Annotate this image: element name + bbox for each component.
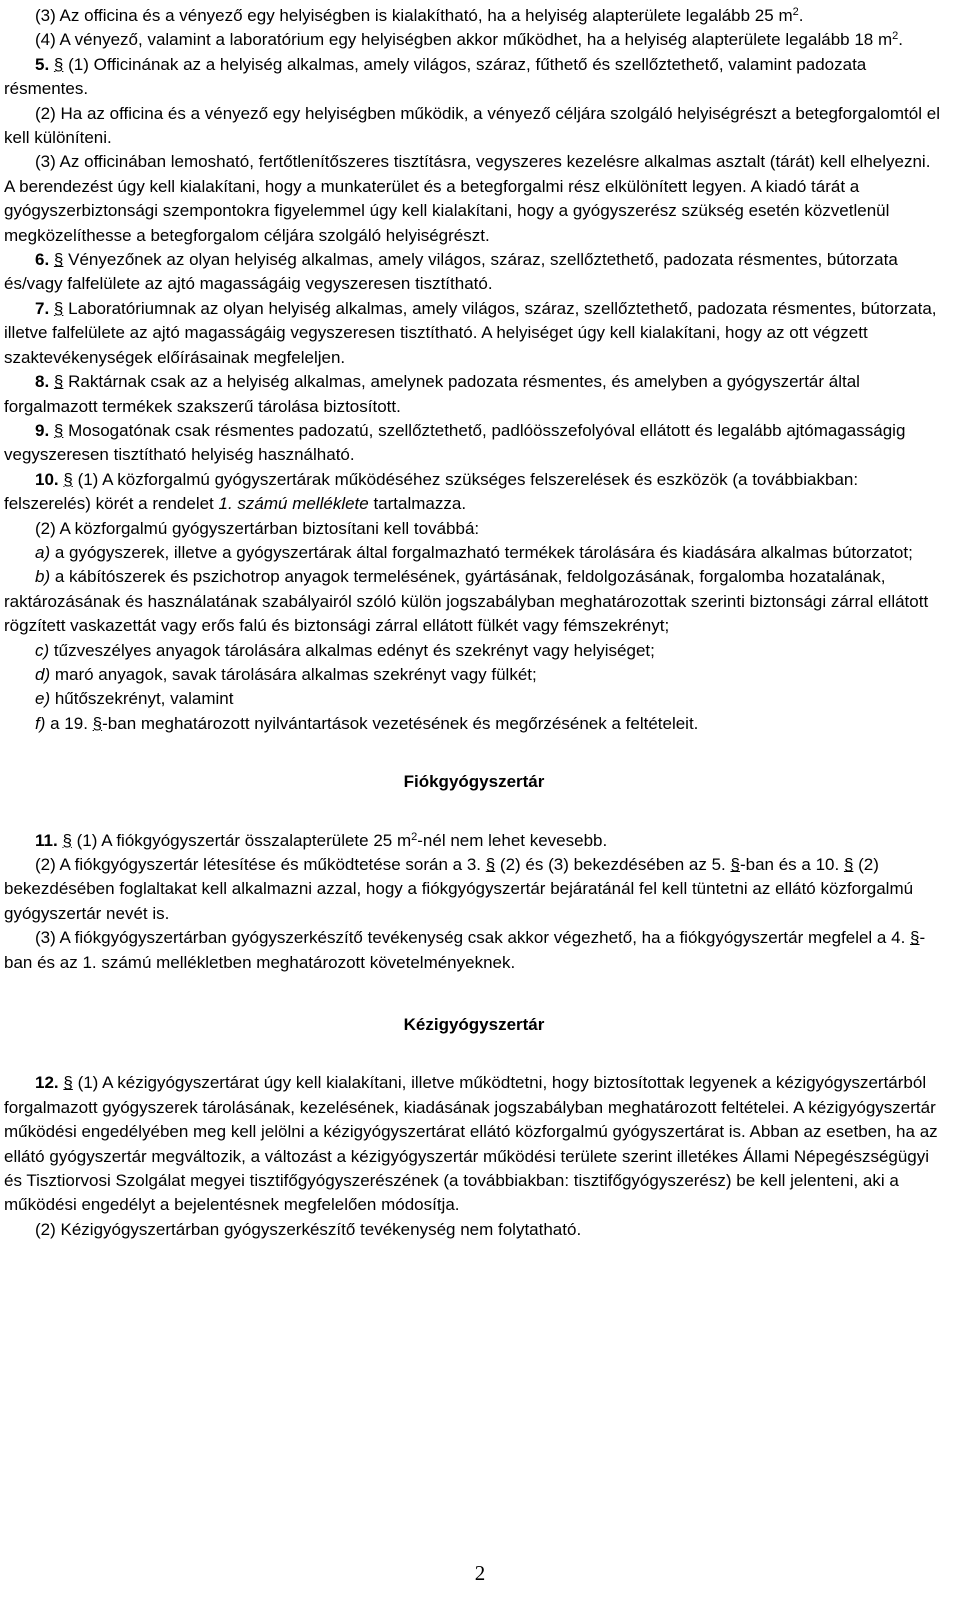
list-marker: c) xyxy=(35,640,50,660)
list-marker: a) xyxy=(35,542,51,562)
list-marker: b) xyxy=(35,567,51,587)
list-item-f: f) a 19. §-ban meghatározott nyilvántartások vezetésének és megőrzésének a feltételeit. xyxy=(35,713,699,733)
section-9: 9. § Mosogatónak csak résmentes padozatú, szellőztethető, padlóösszefolyóval ellátott és legalább ajtómagasságig vegyszeresen tisztítható helyiség használható. xyxy=(4,420,906,465)
section-number: 9. xyxy=(35,420,50,440)
section-sign-link[interactable]: § xyxy=(53,250,64,270)
section-sign-link[interactable]: § xyxy=(63,469,73,489)
section-sign-link[interactable]: § xyxy=(62,830,72,850)
annex-reference: 1. számú melléklete xyxy=(218,494,369,514)
section-12-para-1: 12. § (1) A kézigyógyszertárat úgy kell kialakítani, illetve működtetni, hogy biztosítottak legyenek a kézigyógyszertárból forgalmazott gyógyszerek tárolásának, kezelésének, kiadásának jogszabályban meghatározott feltételei. A kézigyógyszertár működési engedélyében meg kell jelölni a kézigyógyszertárat ellátó közforgalmú gyógyszertárat is. Abban az esetben, ha az ellátó gyógyszertár megváltozik, a változást a kézigyógyszertár működési területe szerint illetékes Állami Népegészségügyi és Tisztiorvosi Szolgálat megyei tisztifőgyógyszerészének (a továbbiakban: tisztifőgyógyszerész) be kell jelenteni, aki a működési engedélyt a bejelentésnek megfelelően módosítja. xyxy=(4,1073,938,1215)
list-item-e: e) hűtőszekrényt, valamint xyxy=(35,689,234,709)
paragraph-4-4: (4) A vényező, valamint a laboratórium egy helyiségben akkor működhet, ha a helyiség alapterülete legalább 18 $m^2$. xyxy=(35,30,903,50)
list-item-d: d) maró anyagok, savak tárolására alkalmas szekrényt vagy fülkét; xyxy=(35,664,537,684)
list-marker: e) xyxy=(35,689,51,709)
section-number: 8. xyxy=(35,372,50,392)
section-5-para-3: (3) Az officinában lemosható, fertőtlenítőszeres tisztításra, vegyszeres kezelésre alkalmas asztalt (tárát) kell elhelyezni. A berendezést úgy kell kialakítani, hogy a munkaterület és a betegforgalmi rész elkülönített legyen. A kiadó tárát a gyógyszerbiztonsági szempontokra figyelemmel úgy kell kialakítani, hogy a gyógyszerész szükség esetén közvetlenül megközelíthesse a betegforgalom céljára szolgáló helyiségrészt. xyxy=(4,152,931,245)
heading-fiokgyogyszertar: Fiókgyógyszertár xyxy=(403,772,545,792)
section-5-para-2: (2) Ha az officina és a vényező egy helyiségben működik, a vényező céljára szolgáló helyiségrészt a betegforgalomtól el kell különíteni. xyxy=(4,103,940,148)
section-number: 5. xyxy=(35,54,50,74)
spacer xyxy=(4,975,944,1013)
section-number: 6. xyxy=(35,250,50,270)
section-sign-link[interactable]: § xyxy=(730,855,740,874)
list-marker: d) xyxy=(35,664,51,684)
section-11-para-1: 11. § (1) A fiókgyógyszertár összalapterülete 25 $m^2$-nél nem lehet kevesebb. xyxy=(35,830,608,850)
paragraph-4-3: (3) Az officina és a vényező egy helyiségben is kialakítható, ha a helyiség alapterülete legalább 25 $m^2$. xyxy=(35,6,804,25)
list-item-c: c) tűzveszélyes anyagok tárolására alkalmas edényt és szekrényt vagy helyiséget; xyxy=(35,640,655,660)
section-10-para-1: 10. § (1) A közforgalmú gyógyszertárak működéséhez szükséges felszerelések és eszközök (a továbbiakban: felszerelés) körét a rendelet 1. számú melléklete tartalmazza. xyxy=(4,469,859,514)
section-sign-link[interactable]: § xyxy=(63,1073,73,1093)
section-sign-link[interactable]: § xyxy=(92,713,103,733)
section-12-para-2: (2) Kézigyógyszertárban gyógyszerkészítő tevékenység nem folytatható. xyxy=(35,1219,582,1239)
spacer xyxy=(4,795,944,829)
section-7: 7. § Laboratóriumnak az olyan helyiség alkalmas, amely világos, száraz, szellőztethető, padozata résmentes, bútorzata, illetve falfelülete az ajtó magasságáig vegyszeresen tisztítható. A helyiséget úgy kell kialakítani, hogy az ott végzett szaktevékenységek előírásainak megfeleljen. xyxy=(4,298,937,367)
section-10-para-2: (2) A közforgalmú gyógyszertárban biztosítani kell továbbá: xyxy=(35,518,480,538)
section-number: 7. xyxy=(35,298,50,318)
section-sign-link[interactable]: § xyxy=(53,298,64,318)
section-number: 11. xyxy=(35,830,58,850)
list-item-b: b) a kábítószerek és pszichotrop anyagok termelésének, gyártásának, feldolgozásának, forgalomba hozatalának, raktározásának és használatának szabályairól szóló külön jogszabályban meghatározottak szerinti biztonsági zárral ellátott rögzített vaskazettát vagy erős falú és biztonsági zárral ellátott fülkét vagy fémszekrényt; xyxy=(4,567,929,636)
superscript: 2 xyxy=(792,6,799,18)
spacer xyxy=(4,1037,944,1071)
section-number: 12. xyxy=(35,1073,59,1093)
section-sign-link[interactable]: § xyxy=(53,420,64,440)
document-page xyxy=(4,4,944,1242)
page-number: 2 xyxy=(474,1561,486,1585)
superscript: 2 xyxy=(892,30,899,43)
section-sign-link[interactable]: § xyxy=(910,928,920,948)
section-number: 10. xyxy=(35,469,59,489)
list-marker: f) xyxy=(35,713,46,733)
section-6: 6. § Vényezőnek az olyan helyiség alkalmas, amely világos, száraz, szellőztethető, padozata résmentes, bútorzata és/vagy falfelülete az ajtó magasságáig vegyszeresen tisztítható. xyxy=(4,250,898,294)
section-sign-link[interactable]: § xyxy=(53,372,64,392)
spacer xyxy=(4,736,944,770)
superscript: 2 xyxy=(411,830,418,843)
section-sign-link[interactable]: § xyxy=(485,855,496,874)
list-item-a: a) a gyógyszerek, illetve a gyógyszertárak által forgalmazható termékek tárolására és kiadására alkalmas bútorzatot; xyxy=(35,542,913,562)
section-sign-link[interactable]: § xyxy=(843,855,854,874)
section-5-para-1: 5. § (1) Officinának az a helyiség alkalmas, amely világos, száraz, fűthető és szellőztethető, valamint padozata résmentes. xyxy=(4,54,867,99)
section-11-para-2: (2) A fiókgyógyszertár létesítése és működtetése során a 3. § (2) és (3) bekezdésében az 5. §-ban és a 10. § (2) bekezdésében foglaltakat kell alkalmazni azzal, hogy a fiókgyógyszertár bejáratánál fel kell tüntetni az ellátó közforgalmú gyógyszertár nevét is. xyxy=(4,855,914,923)
section-11-para-3: (3) A fiókgyógyszertárban gyógyszerkészítő tevékenység csak akkor végezhető, ha a fiókgyógyszertár megfelel a 4. §-ban és az 1. számú mellékletben meghatározott követelményeknek. xyxy=(4,928,926,972)
section-8: 8. § Raktárnak csak az a helyiség alkalmas, amelynek padozata résmentes, és amelyben a gyógyszertár által forgalmazott termékek szakszerű tárolása biztosított. xyxy=(4,372,860,416)
section-sign-link[interactable]: § xyxy=(53,54,64,74)
heading-kezigyogyszertar: Kézigyógyszertár xyxy=(403,1015,545,1035)
